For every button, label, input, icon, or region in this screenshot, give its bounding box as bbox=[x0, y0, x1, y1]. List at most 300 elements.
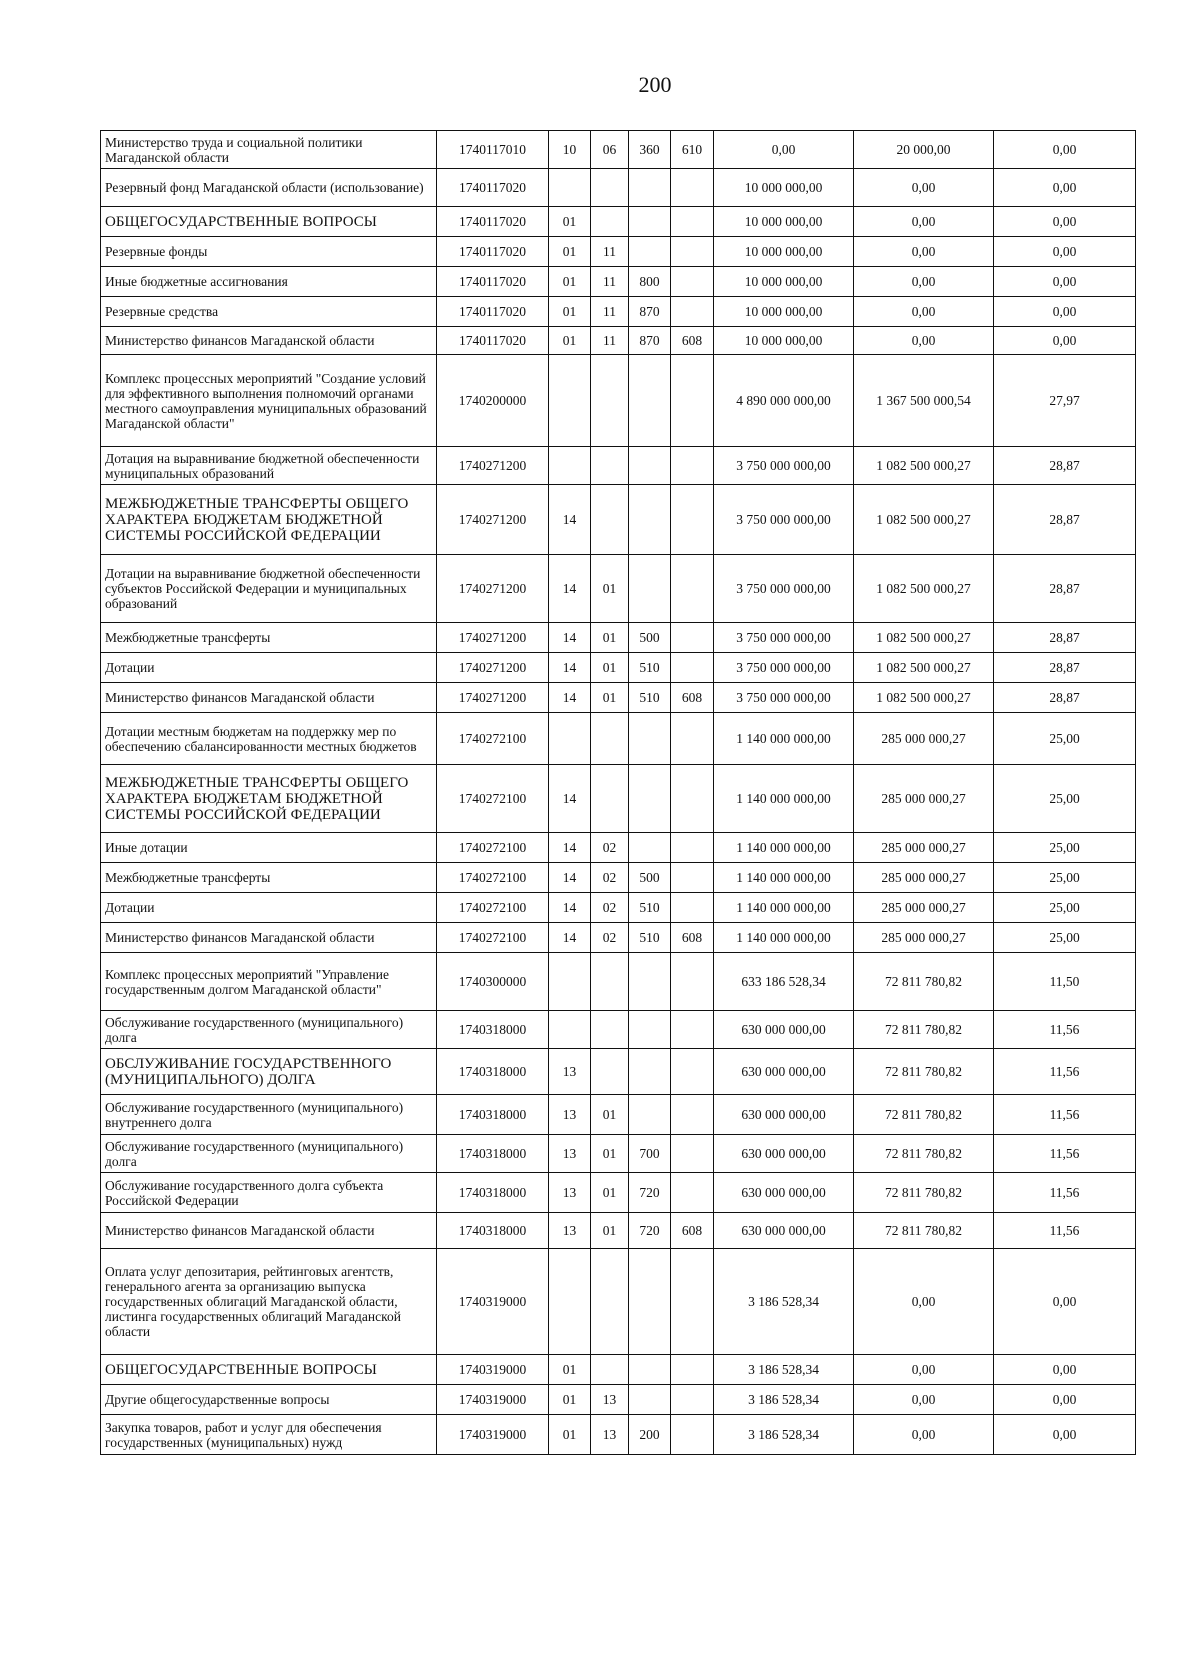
row-target-code: 1740272100 bbox=[437, 893, 549, 923]
row-administrator bbox=[671, 1249, 714, 1355]
row-expense-type bbox=[629, 1249, 671, 1355]
row-executed-amount: 72 811 780,82 bbox=[854, 1213, 994, 1249]
row-target-code: 1740272100 bbox=[437, 833, 549, 863]
row-administrator bbox=[671, 1135, 714, 1173]
row-execution-percent: 28,87 bbox=[994, 683, 1136, 713]
row-name: Обслуживание государственного долга субъекта Российской Федерации bbox=[101, 1173, 437, 1213]
row-section bbox=[549, 355, 591, 447]
row-section: 14 bbox=[549, 555, 591, 623]
row-executed-amount: 1 082 500 000,27 bbox=[854, 653, 994, 683]
row-subsection bbox=[591, 1249, 629, 1355]
row-execution-percent: 0,00 bbox=[994, 1249, 1136, 1355]
row-name: Оплата услуг депозитария, рейтинговых агентств, генерального агента за организацию выпуска государственных облигаций Магаданской области, листинга государственных облигаций Магаданской области bbox=[101, 1249, 437, 1355]
row-subsection: 01 bbox=[591, 1213, 629, 1249]
row-executed-amount: 0,00 bbox=[854, 1415, 994, 1455]
row-name: Обслуживание государственного (муниципального) внутреннего долга bbox=[101, 1095, 437, 1135]
row-expense-type bbox=[629, 833, 671, 863]
row-executed-amount: 72 811 780,82 bbox=[854, 1011, 994, 1049]
row-target-code: 1740117020 bbox=[437, 327, 549, 355]
row-planned-amount: 10 000 000,00 bbox=[714, 169, 854, 207]
row-executed-amount: 285 000 000,27 bbox=[854, 893, 994, 923]
row-execution-percent: 11,56 bbox=[994, 1011, 1136, 1049]
row-subsection: 11 bbox=[591, 237, 629, 267]
row-subsection bbox=[591, 447, 629, 485]
row-administrator bbox=[671, 953, 714, 1011]
row-subsection: 01 bbox=[591, 1095, 629, 1135]
row-name: ОБЩЕГОСУДАРСТВЕННЫЕ ВОПРОСЫ bbox=[101, 1355, 437, 1385]
row-section: 14 bbox=[549, 765, 591, 833]
row-executed-amount: 1 082 500 000,27 bbox=[854, 683, 994, 713]
row-expense-type: 510 bbox=[629, 893, 671, 923]
row-target-code: 1740272100 bbox=[437, 863, 549, 893]
page-number: 200 bbox=[638, 72, 672, 97]
row-section: 14 bbox=[549, 863, 591, 893]
row-administrator bbox=[671, 1049, 714, 1095]
row-expense-type bbox=[629, 1011, 671, 1049]
row-expense-type bbox=[629, 953, 671, 1011]
row-target-code: 1740319000 bbox=[437, 1385, 549, 1415]
row-planned-amount: 10 000 000,00 bbox=[714, 327, 854, 355]
table-row bbox=[101, 1249, 1136, 1355]
table-row bbox=[101, 1011, 1136, 1049]
row-section bbox=[549, 1249, 591, 1355]
table-row bbox=[101, 953, 1136, 1011]
row-administrator bbox=[671, 863, 714, 893]
table-row bbox=[101, 833, 1136, 863]
row-planned-amount: 1 140 000 000,00 bbox=[714, 863, 854, 893]
row-planned-amount: 10 000 000,00 bbox=[714, 207, 854, 237]
row-name: Министерство финансов Магаданской области bbox=[101, 1213, 437, 1249]
row-subsection: 11 bbox=[591, 267, 629, 297]
row-subsection: 02 bbox=[591, 923, 629, 953]
row-execution-percent: 0,00 bbox=[994, 207, 1136, 237]
row-executed-amount: 20 000,00 bbox=[854, 131, 994, 169]
row-target-code: 1740271200 bbox=[437, 447, 549, 485]
row-administrator bbox=[671, 485, 714, 555]
row-name: Дотации bbox=[101, 653, 437, 683]
row-administrator: 608 bbox=[671, 683, 714, 713]
row-name: Межбюджетные трансферты bbox=[101, 623, 437, 653]
row-execution-percent: 11,56 bbox=[994, 1049, 1136, 1095]
row-expense-type: 870 bbox=[629, 297, 671, 327]
row-section bbox=[549, 953, 591, 1011]
row-target-code: 1740318000 bbox=[437, 1135, 549, 1173]
row-administrator bbox=[671, 297, 714, 327]
row-subsection bbox=[591, 355, 629, 447]
row-executed-amount: 0,00 bbox=[854, 237, 994, 267]
row-section: 13 bbox=[549, 1049, 591, 1095]
row-executed-amount: 285 000 000,27 bbox=[854, 833, 994, 863]
row-target-code: 1740271200 bbox=[437, 623, 549, 653]
table-row bbox=[101, 1173, 1136, 1213]
row-name: Иные дотации bbox=[101, 833, 437, 863]
row-administrator bbox=[671, 765, 714, 833]
table-row bbox=[101, 237, 1136, 267]
row-expense-type bbox=[629, 1049, 671, 1095]
row-administrator bbox=[671, 237, 714, 267]
row-section: 01 bbox=[549, 207, 591, 237]
row-name: Министерство финансов Магаданской области bbox=[101, 683, 437, 713]
table-row bbox=[101, 923, 1136, 953]
row-target-code: 1740117020 bbox=[437, 169, 549, 207]
row-administrator bbox=[671, 623, 714, 653]
row-executed-amount: 1 367 500 000,54 bbox=[854, 355, 994, 447]
row-administrator: 610 bbox=[671, 131, 714, 169]
row-administrator bbox=[671, 267, 714, 297]
row-target-code: 1740271200 bbox=[437, 555, 549, 623]
row-execution-percent: 0,00 bbox=[994, 297, 1136, 327]
row-execution-percent: 25,00 bbox=[994, 713, 1136, 765]
row-planned-amount: 3 750 000 000,00 bbox=[714, 653, 854, 683]
row-section: 01 bbox=[549, 1385, 591, 1415]
row-administrator bbox=[671, 1385, 714, 1415]
row-subsection bbox=[591, 207, 629, 237]
row-administrator: 608 bbox=[671, 923, 714, 953]
table-row bbox=[101, 1213, 1136, 1249]
row-target-code: 1740271200 bbox=[437, 653, 549, 683]
row-execution-percent: 0,00 bbox=[994, 131, 1136, 169]
row-subsection: 01 bbox=[591, 653, 629, 683]
row-subsection bbox=[591, 1011, 629, 1049]
row-administrator bbox=[671, 169, 714, 207]
row-subsection: 06 bbox=[591, 131, 629, 169]
row-execution-percent: 11,56 bbox=[994, 1173, 1136, 1213]
row-administrator bbox=[671, 1415, 714, 1455]
table-row bbox=[101, 623, 1136, 653]
row-name: ОБЩЕГОСУДАРСТВЕННЫЕ ВОПРОСЫ bbox=[101, 207, 437, 237]
table-row bbox=[101, 653, 1136, 683]
row-planned-amount: 630 000 000,00 bbox=[714, 1173, 854, 1213]
row-name: Обслуживание государственного (муниципального) долга bbox=[101, 1135, 437, 1173]
row-administrator bbox=[671, 207, 714, 237]
row-subsection: 02 bbox=[591, 833, 629, 863]
row-subsection: 02 bbox=[591, 863, 629, 893]
row-name: Другие общегосударственные вопросы bbox=[101, 1385, 437, 1415]
row-executed-amount: 1 082 500 000,27 bbox=[854, 623, 994, 653]
row-executed-amount: 285 000 000,27 bbox=[854, 765, 994, 833]
row-expense-type bbox=[629, 355, 671, 447]
row-executed-amount: 0,00 bbox=[854, 297, 994, 327]
row-planned-amount: 1 140 000 000,00 bbox=[714, 833, 854, 863]
table-row bbox=[101, 447, 1136, 485]
row-target-code: 1740117010 bbox=[437, 131, 549, 169]
row-target-code: 1740271200 bbox=[437, 683, 549, 713]
row-execution-percent: 25,00 bbox=[994, 923, 1136, 953]
row-planned-amount: 1 140 000 000,00 bbox=[714, 893, 854, 923]
row-subsection: 01 bbox=[591, 1135, 629, 1173]
row-target-code: 1740318000 bbox=[437, 1049, 549, 1095]
table-row bbox=[101, 297, 1136, 327]
row-planned-amount: 630 000 000,00 bbox=[714, 1095, 854, 1135]
row-subsection bbox=[591, 1355, 629, 1385]
row-planned-amount: 1 140 000 000,00 bbox=[714, 923, 854, 953]
row-planned-amount: 4 890 000 000,00 bbox=[714, 355, 854, 447]
row-name: МЕЖБЮДЖЕТНЫЕ ТРАНСФЕРТЫ ОБЩЕГО ХАРАКТЕРА БЮДЖЕТАМ БЮДЖЕТНОЙ СИСТЕМЫ РОССИЙСКОЙ ФЕДЕРАЦИИ bbox=[101, 485, 437, 555]
row-execution-percent: 28,87 bbox=[994, 447, 1136, 485]
row-execution-percent: 25,00 bbox=[994, 893, 1136, 923]
row-expense-type bbox=[629, 237, 671, 267]
table-row bbox=[101, 1385, 1136, 1415]
row-target-code: 1740117020 bbox=[437, 297, 549, 327]
row-executed-amount: 0,00 bbox=[854, 169, 994, 207]
row-subsection: 11 bbox=[591, 297, 629, 327]
row-administrator bbox=[671, 713, 714, 765]
row-expense-type: 510 bbox=[629, 683, 671, 713]
row-section: 01 bbox=[549, 1355, 591, 1385]
budget-execution-table bbox=[100, 130, 1136, 1455]
row-target-code: 1740319000 bbox=[437, 1249, 549, 1355]
row-executed-amount: 1 082 500 000,27 bbox=[854, 447, 994, 485]
row-planned-amount: 3 186 528,34 bbox=[714, 1385, 854, 1415]
row-subsection bbox=[591, 953, 629, 1011]
table-row bbox=[101, 683, 1136, 713]
row-administrator: 608 bbox=[671, 1213, 714, 1249]
row-administrator: 608 bbox=[671, 327, 714, 355]
row-executed-amount: 72 811 780,82 bbox=[854, 1173, 994, 1213]
row-executed-amount: 285 000 000,27 bbox=[854, 863, 994, 893]
row-execution-percent: 28,87 bbox=[994, 485, 1136, 555]
row-name: Межбюджетные трансферты bbox=[101, 863, 437, 893]
row-target-code: 1740271200 bbox=[437, 485, 549, 555]
row-subsection: 01 bbox=[591, 555, 629, 623]
row-expense-type bbox=[629, 1385, 671, 1415]
row-planned-amount: 3 186 528,34 bbox=[714, 1249, 854, 1355]
row-administrator bbox=[671, 1173, 714, 1213]
table-row bbox=[101, 207, 1136, 237]
table-row bbox=[101, 355, 1136, 447]
row-planned-amount: 3 186 528,34 bbox=[714, 1415, 854, 1455]
row-execution-percent: 11,56 bbox=[994, 1135, 1136, 1173]
table-row bbox=[101, 765, 1136, 833]
row-subsection: 02 bbox=[591, 893, 629, 923]
row-section: 01 bbox=[549, 1415, 591, 1455]
row-execution-percent: 0,00 bbox=[994, 1385, 1136, 1415]
row-planned-amount: 630 000 000,00 bbox=[714, 1213, 854, 1249]
row-expense-type: 500 bbox=[629, 623, 671, 653]
row-execution-percent: 0,00 bbox=[994, 267, 1136, 297]
table-row bbox=[101, 1049, 1136, 1095]
row-administrator bbox=[671, 555, 714, 623]
row-section: 10 bbox=[549, 131, 591, 169]
row-name: Дотация на выравнивание бюджетной обеспеченности муниципальных образований bbox=[101, 447, 437, 485]
row-expense-type bbox=[629, 447, 671, 485]
row-planned-amount: 3 186 528,34 bbox=[714, 1355, 854, 1385]
table-row bbox=[101, 1415, 1136, 1455]
row-section: 14 bbox=[549, 923, 591, 953]
row-planned-amount: 3 750 000 000,00 bbox=[714, 555, 854, 623]
row-section: 01 bbox=[549, 327, 591, 355]
row-executed-amount: 1 082 500 000,27 bbox=[854, 555, 994, 623]
row-execution-percent: 28,87 bbox=[994, 653, 1136, 683]
row-planned-amount: 10 000 000,00 bbox=[714, 237, 854, 267]
row-planned-amount: 10 000 000,00 bbox=[714, 267, 854, 297]
row-name: Министерство труда и социальной политики Магаданской области bbox=[101, 131, 437, 169]
row-subsection: 13 bbox=[591, 1385, 629, 1415]
row-administrator bbox=[671, 355, 714, 447]
row-name: Дотации на выравнивание бюджетной обеспеченности субъектов Российской Федерации и муниципальных образований bbox=[101, 555, 437, 623]
row-executed-amount: 0,00 bbox=[854, 1355, 994, 1385]
table-row bbox=[101, 267, 1136, 297]
row-target-code: 1740272100 bbox=[437, 923, 549, 953]
row-target-code: 1740318000 bbox=[437, 1095, 549, 1135]
row-expense-type bbox=[629, 169, 671, 207]
row-planned-amount: 1 140 000 000,00 bbox=[714, 713, 854, 765]
row-expense-type bbox=[629, 765, 671, 833]
row-name: Резервные фонды bbox=[101, 237, 437, 267]
row-execution-percent: 0,00 bbox=[994, 169, 1136, 207]
row-subsection: 01 bbox=[591, 623, 629, 653]
row-planned-amount: 1 140 000 000,00 bbox=[714, 765, 854, 833]
row-section: 13 bbox=[549, 1095, 591, 1135]
row-executed-amount: 72 811 780,82 bbox=[854, 1049, 994, 1095]
row-subsection bbox=[591, 713, 629, 765]
row-section: 14 bbox=[549, 683, 591, 713]
table-row bbox=[101, 1355, 1136, 1385]
row-target-code: 1740117020 bbox=[437, 207, 549, 237]
row-administrator bbox=[671, 893, 714, 923]
row-section: 13 bbox=[549, 1173, 591, 1213]
row-name: МЕЖБЮДЖЕТНЫЕ ТРАНСФЕРТЫ ОБЩЕГО ХАРАКТЕРА БЮДЖЕТАМ БЮДЖЕТНОЙ СИСТЕМЫ РОССИЙСКОЙ ФЕДЕРАЦИИ bbox=[101, 765, 437, 833]
row-subsection: 11 bbox=[591, 327, 629, 355]
row-section: 01 bbox=[549, 297, 591, 327]
row-executed-amount: 0,00 bbox=[854, 267, 994, 297]
row-executed-amount: 0,00 bbox=[854, 1249, 994, 1355]
row-administrator bbox=[671, 833, 714, 863]
row-execution-percent: 0,00 bbox=[994, 327, 1136, 355]
row-target-code: 1740117020 bbox=[437, 237, 549, 267]
row-name: Резервные средства bbox=[101, 297, 437, 327]
row-expense-type: 870 bbox=[629, 327, 671, 355]
row-name: Министерство финансов Магаданской области bbox=[101, 923, 437, 953]
row-expense-type: 720 bbox=[629, 1173, 671, 1213]
row-expense-type bbox=[629, 1095, 671, 1135]
row-section bbox=[549, 1011, 591, 1049]
row-name: Резервный фонд Магаданской области (использование) bbox=[101, 169, 437, 207]
row-planned-amount: 10 000 000,00 bbox=[714, 297, 854, 327]
row-name: ОБСЛУЖИВАНИЕ ГОСУДАРСТВЕННОГО (МУНИЦИПАЛЬНОГО) ДОЛГА bbox=[101, 1049, 437, 1095]
row-target-code: 1740272100 bbox=[437, 765, 549, 833]
row-planned-amount: 630 000 000,00 bbox=[714, 1011, 854, 1049]
row-subsection bbox=[591, 485, 629, 555]
row-planned-amount: 633 186 528,34 bbox=[714, 953, 854, 1011]
row-execution-percent: 28,87 bbox=[994, 555, 1136, 623]
row-name: Комплекс процессных мероприятий "Управление государственным долгом Магаданской области" bbox=[101, 953, 437, 1011]
row-execution-percent: 28,87 bbox=[994, 623, 1136, 653]
row-administrator bbox=[671, 653, 714, 683]
row-name: Закупка товаров, работ и услуг для обеспечения государственных (муниципальных) нужд bbox=[101, 1415, 437, 1455]
table-row bbox=[101, 863, 1136, 893]
row-name: Дотации местным бюджетам на поддержку мер по обеспечению сбалансированности местных бюджетов bbox=[101, 713, 437, 765]
row-expense-type: 800 bbox=[629, 267, 671, 297]
row-execution-percent: 11,56 bbox=[994, 1095, 1136, 1135]
row-subsection: 01 bbox=[591, 683, 629, 713]
row-section: 14 bbox=[549, 833, 591, 863]
row-expense-type: 360 bbox=[629, 131, 671, 169]
row-executed-amount: 285 000 000,27 bbox=[854, 713, 994, 765]
row-expense-type: 510 bbox=[629, 653, 671, 683]
row-expense-type bbox=[629, 713, 671, 765]
row-administrator bbox=[671, 1095, 714, 1135]
row-planned-amount: 0,00 bbox=[714, 131, 854, 169]
row-administrator bbox=[671, 1355, 714, 1385]
row-execution-percent: 11,50 bbox=[994, 953, 1136, 1011]
table-row bbox=[101, 555, 1136, 623]
row-target-code: 1740318000 bbox=[437, 1173, 549, 1213]
row-name: Иные бюджетные ассигнования bbox=[101, 267, 437, 297]
row-target-code: 1740272100 bbox=[437, 713, 549, 765]
table-body bbox=[101, 131, 1136, 1455]
row-executed-amount: 0,00 bbox=[854, 327, 994, 355]
row-subsection: 01 bbox=[591, 1173, 629, 1213]
row-expense-type: 510 bbox=[629, 923, 671, 953]
table-row bbox=[101, 485, 1136, 555]
table-row bbox=[101, 169, 1136, 207]
row-planned-amount: 3 750 000 000,00 bbox=[714, 623, 854, 653]
row-execution-percent: 0,00 bbox=[994, 1355, 1136, 1385]
row-target-code: 1740200000 bbox=[437, 355, 549, 447]
row-executed-amount: 1 082 500 000,27 bbox=[854, 485, 994, 555]
row-section: 01 bbox=[549, 237, 591, 267]
row-subsection: 13 bbox=[591, 1415, 629, 1455]
row-name: Министерство финансов Магаданской области bbox=[101, 327, 437, 355]
table-row bbox=[101, 1135, 1136, 1173]
row-section: 14 bbox=[549, 485, 591, 555]
table-row bbox=[101, 327, 1136, 355]
row-target-code: 1740117020 bbox=[437, 267, 549, 297]
row-section: 13 bbox=[549, 1213, 591, 1249]
table-row bbox=[101, 1095, 1136, 1135]
row-execution-percent: 25,00 bbox=[994, 833, 1136, 863]
row-target-code: 1740319000 bbox=[437, 1415, 549, 1455]
row-executed-amount: 0,00 bbox=[854, 207, 994, 237]
row-execution-percent: 25,00 bbox=[994, 765, 1136, 833]
table-row bbox=[101, 713, 1136, 765]
row-target-code: 1740319000 bbox=[437, 1355, 549, 1385]
row-executed-amount: 72 811 780,82 bbox=[854, 953, 994, 1011]
row-target-code: 1740318000 bbox=[437, 1213, 549, 1249]
row-administrator bbox=[671, 1011, 714, 1049]
table-row bbox=[101, 131, 1136, 169]
row-execution-percent: 27,97 bbox=[994, 355, 1136, 447]
row-expense-type bbox=[629, 485, 671, 555]
row-administrator bbox=[671, 447, 714, 485]
table-row bbox=[101, 893, 1136, 923]
row-expense-type bbox=[629, 1355, 671, 1385]
row-section: 14 bbox=[549, 893, 591, 923]
row-planned-amount: 630 000 000,00 bbox=[714, 1049, 854, 1095]
row-execution-percent: 25,00 bbox=[994, 863, 1136, 893]
row-planned-amount: 3 750 000 000,00 bbox=[714, 447, 854, 485]
row-expense-type: 720 bbox=[629, 1213, 671, 1249]
row-target-code: 1740300000 bbox=[437, 953, 549, 1011]
row-name: Комплекс процессных мероприятий "Создание условий для эффективного выполнения полномочий органами местного самоуправления муниципальных образований Магаданской области" bbox=[101, 355, 437, 447]
row-target-code: 1740318000 bbox=[437, 1011, 549, 1049]
row-planned-amount: 3 750 000 000,00 bbox=[714, 683, 854, 713]
row-expense-type: 200 bbox=[629, 1415, 671, 1455]
row-expense-type bbox=[629, 555, 671, 623]
row-execution-percent: 0,00 bbox=[994, 237, 1136, 267]
row-section: 14 bbox=[549, 623, 591, 653]
row-name: Обслуживание государственного (муниципального) долга bbox=[101, 1011, 437, 1049]
row-section bbox=[549, 447, 591, 485]
row-execution-percent: 0,00 bbox=[994, 1415, 1136, 1455]
row-executed-amount: 285 000 000,27 bbox=[854, 923, 994, 953]
row-expense-type: 700 bbox=[629, 1135, 671, 1173]
row-subsection bbox=[591, 765, 629, 833]
row-expense-type bbox=[629, 207, 671, 237]
row-section: 14 bbox=[549, 653, 591, 683]
row-section: 01 bbox=[549, 267, 591, 297]
